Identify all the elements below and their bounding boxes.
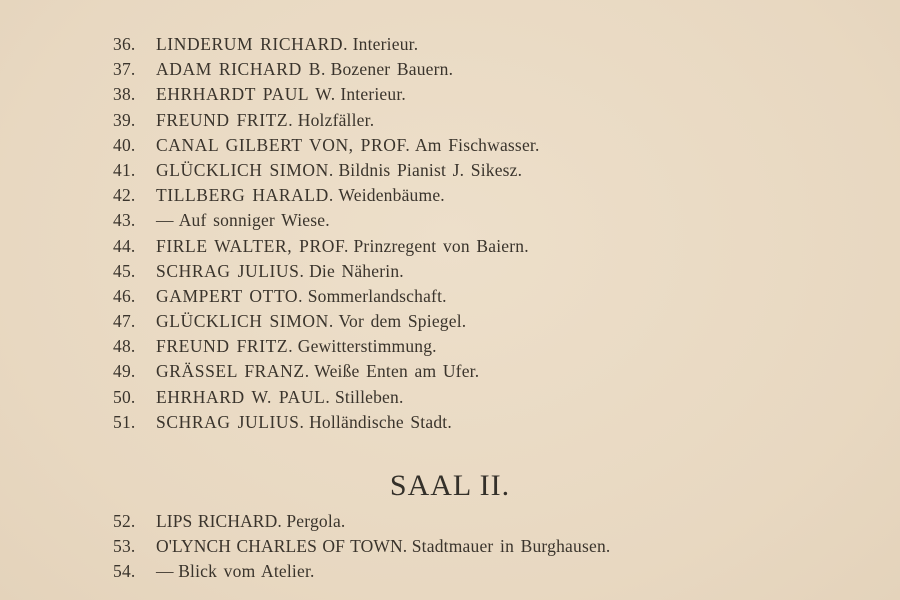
entry-title: Bildnis Pianist J. Sikesz. bbox=[338, 159, 523, 180]
entry-artist: SCHRAG JULIUS. bbox=[156, 260, 305, 281]
entry-artist: FREUND FRITZ. bbox=[156, 109, 294, 130]
entry-title: Weiße Enten am Ufer. bbox=[314, 361, 480, 382]
entry-artist: LIPS RICHARD. bbox=[156, 511, 282, 531]
entry-artist: FIRLE WALTER, PROF. bbox=[156, 235, 349, 256]
entry-title: Interieur. bbox=[352, 34, 419, 54]
entry-number: 37. bbox=[113, 59, 136, 80]
entry-artist: EHRHARD W. PAUL. bbox=[156, 386, 331, 407]
catalog-entry bbox=[113, 309, 813, 334]
catalog-entry bbox=[113, 208, 813, 233]
entry-title: Sommerlandschaft. bbox=[307, 285, 447, 306]
entry-artist: LINDERUM RICHARD. bbox=[156, 34, 349, 54]
entry-number: 45. bbox=[113, 260, 136, 281]
section-heading-saal-ii: SAAL II. bbox=[389, 469, 511, 502]
entry-title: Pergola. bbox=[286, 511, 346, 531]
catalog-entry bbox=[113, 334, 813, 359]
entry-number: 51. bbox=[113, 411, 136, 432]
entry-number: 47. bbox=[113, 311, 136, 332]
entry-artist: FREUND FRITZ. bbox=[156, 336, 294, 357]
entry-number: 43. bbox=[113, 210, 136, 231]
entry-number: 39. bbox=[113, 109, 136, 130]
catalog-entry bbox=[113, 108, 813, 133]
entry-artist: ADAM RICHARD B. bbox=[156, 59, 327, 80]
entry-title: Holzfäller. bbox=[297, 109, 375, 130]
entry-number: 49. bbox=[113, 361, 136, 382]
catalog-entry bbox=[113, 410, 813, 435]
catalog-entry bbox=[113, 82, 813, 107]
entry-title: Am Fischwasser. bbox=[414, 134, 540, 155]
entry-artist: CANAL GILBERT VON, PROF. bbox=[156, 134, 411, 155]
entry-number: 46. bbox=[113, 285, 136, 306]
entry-number: 44. bbox=[113, 235, 136, 256]
entry-number: 42. bbox=[113, 185, 136, 206]
entry-number: 53. bbox=[113, 536, 136, 557]
entry-number: 38. bbox=[113, 84, 136, 105]
entry-artist: SCHRAG JULIUS. bbox=[156, 411, 305, 432]
entry-artist: EHRHARDT PAUL W. bbox=[156, 84, 336, 105]
catalog-entry bbox=[113, 559, 813, 584]
entry-number: 48. bbox=[113, 336, 136, 357]
entry-artist-ditto: — bbox=[156, 561, 174, 582]
catalog-entry bbox=[113, 385, 813, 410]
entry-title: Die Näherin. bbox=[309, 260, 404, 281]
entry-number: 54. bbox=[113, 561, 136, 582]
entry-title: Bozener Bauern. bbox=[330, 59, 454, 80]
catalog-entry bbox=[113, 234, 813, 259]
entry-artist: TILLBERG HARALD. bbox=[156, 185, 334, 206]
entry-title: Auf sonniger Wiese. bbox=[178, 210, 330, 231]
entry-artist: O'LYNCH CHARLES OF TOWN. bbox=[156, 536, 408, 557]
entry-title: Gewitterstimmung. bbox=[297, 336, 437, 357]
entry-artist: GRÄSSEL FRANZ. bbox=[156, 361, 310, 382]
entry-title: Interieur. bbox=[340, 84, 406, 105]
catalog-entry bbox=[113, 284, 813, 309]
entry-title: Vor dem Spiegel. bbox=[338, 311, 467, 332]
entry-number: 36. bbox=[113, 34, 136, 54]
entry-number: 52. bbox=[113, 511, 136, 531]
entry-title: Stilleben. bbox=[334, 386, 404, 407]
entry-title: Holländische Stadt. bbox=[309, 411, 452, 432]
catalog-entry bbox=[113, 133, 813, 158]
entry-number: 50. bbox=[113, 386, 136, 407]
entry-title: Prinzregent von Baiern. bbox=[353, 235, 529, 256]
catalog-entry bbox=[113, 57, 813, 82]
catalog-entry bbox=[113, 183, 813, 208]
catalog-entry bbox=[113, 32, 813, 57]
catalog-entry bbox=[113, 509, 813, 534]
entry-number: 40. bbox=[113, 134, 136, 155]
catalog-entries-saal-i bbox=[113, 32, 813, 435]
catalog-entries-saal-ii bbox=[113, 509, 813, 585]
catalog-entry bbox=[113, 259, 813, 284]
entry-artist: GAMPERT OTTO. bbox=[156, 285, 304, 306]
entry-title: Stadtmauer in Burghausen. bbox=[411, 536, 611, 557]
entry-title: Weidenbäume. bbox=[338, 185, 445, 206]
entry-artist: GLÜCKLICH SIMON. bbox=[156, 311, 334, 332]
catalog-entry bbox=[113, 158, 813, 183]
catalog-entry bbox=[113, 359, 813, 384]
entry-artist-ditto: — bbox=[156, 210, 175, 231]
entry-title: Blick vom Atelier. bbox=[178, 561, 315, 582]
entry-artist: GLÜCKLICH SIMON. bbox=[156, 159, 334, 180]
entry-number: 41. bbox=[113, 159, 136, 180]
catalog-entry bbox=[113, 534, 813, 559]
